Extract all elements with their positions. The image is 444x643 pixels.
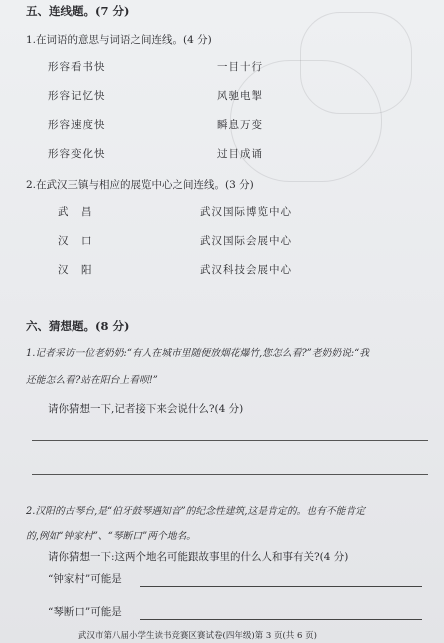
q6-2-answer-2-label: “琴断口”可能是 xyxy=(48,606,122,618)
q5-1-right-1: 一目十行 xyxy=(217,61,263,73)
answer-line[interactable] xyxy=(32,474,428,475)
q5-1-left-2: 形容记忆快 xyxy=(48,90,106,102)
q6-2-ask: 请你猜想一下:这两个地名可能跟故事里的什么人和事有关?(4 分) xyxy=(48,551,349,563)
q5-1-right-2: 风驰电掣 xyxy=(217,90,263,102)
page-footer: 武汉市第八届小学生读书竞赛区赛试卷(四年级)第 3 页(共 6 页) xyxy=(78,631,317,641)
q5-1-left-1: 形容看书快 xyxy=(48,61,106,73)
q6-2-answer-1-line[interactable] xyxy=(140,586,422,587)
q5-2-right-1: 武汉国际博览中心 xyxy=(200,206,292,218)
q5-2-right-3: 武汉科技会展中心 xyxy=(200,264,292,276)
q6-1-line1: 1.记者采访一位老奶奶:“有人在城市里随便放烟花爆竹,您怎么看?”老奶奶说:“我 xyxy=(26,348,370,359)
section-6-title: 六、猜想题。(8 分) xyxy=(26,319,130,333)
q5-2-left-2: 汉 口 xyxy=(58,235,93,247)
section-5-title: 五、连线题。(7 分) xyxy=(26,4,130,18)
q6-2-line1: 2.汉阳的古琴台,是“伯牙鼓琴遇知音”的纪念性建筑,这是肯定的。也有不能肯定 xyxy=(26,506,366,517)
q6-1-line2: 还能怎么看?站在阳台上看呗!” xyxy=(26,375,158,386)
answer-line[interactable] xyxy=(32,440,428,441)
q6-2-line2: 的,例如“钟家村”、“琴断口”两个地名。 xyxy=(26,531,197,542)
q5-2-right-2: 武汉国际会展中心 xyxy=(200,235,292,247)
q5-2-left-1: 武 昌 xyxy=(58,206,93,218)
q5-1-right-4: 过目成诵 xyxy=(217,148,263,160)
q5-1-prompt: 1.在词语的意思与词语之间连线。(4 分) xyxy=(26,34,212,46)
q6-2-answer-1-label: “钟家村”可能是 xyxy=(48,573,122,585)
q6-2-answer-2-line[interactable] xyxy=(140,619,422,620)
q5-1-left-3: 形容速度快 xyxy=(48,119,106,131)
q6-1-ask: 请你猜想一下,记者接下来会说什么?(4 分) xyxy=(48,403,244,415)
q5-2-prompt: 2.在武汉三镇与相应的展览中心之间连线。(3 分) xyxy=(26,179,254,191)
q5-2-left-3: 汉 阳 xyxy=(58,264,93,276)
q5-1-right-3: 瞬息万变 xyxy=(217,119,263,131)
q5-1-left-4: 形容变化快 xyxy=(48,148,106,160)
